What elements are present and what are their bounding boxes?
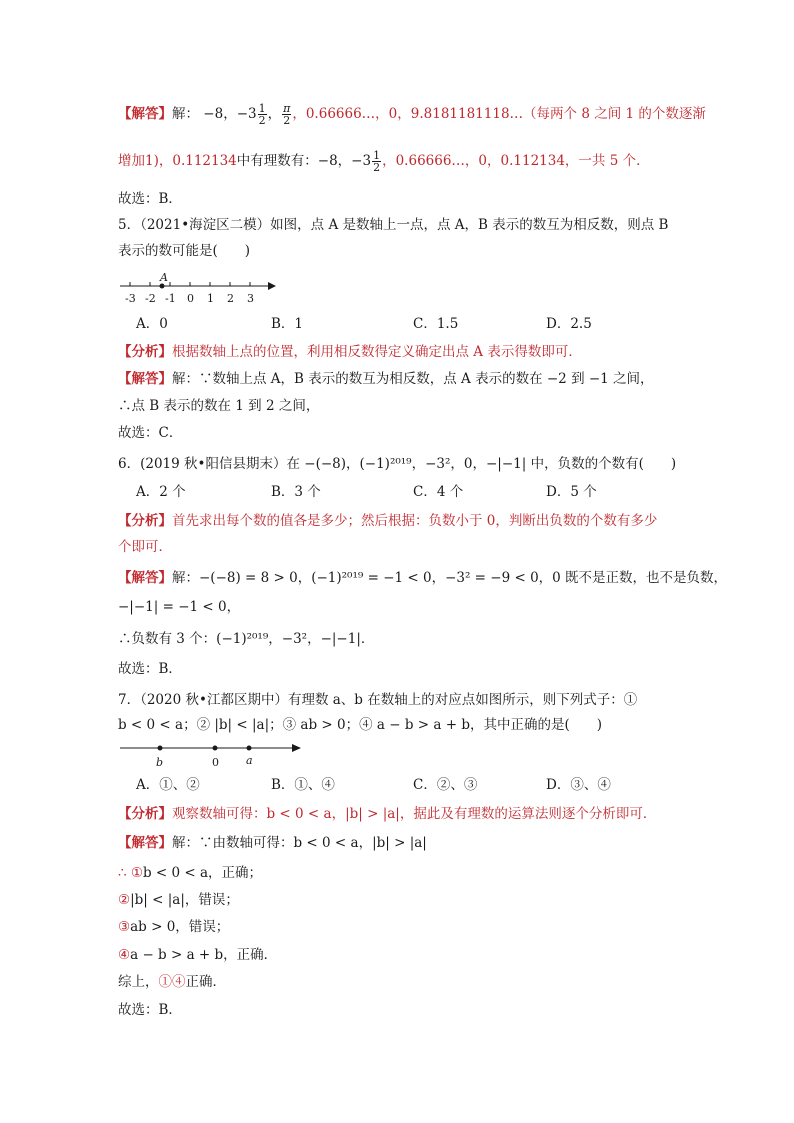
- q6-option-d: D．5 个: [546, 484, 597, 500]
- q6-analysis-line-1: 【分析】首先求出每个数的值各是多少；然后根据：负数小于 0，判断出负数的个数有多少: [118, 513, 658, 529]
- q6-option-a: A．2 个: [136, 484, 186, 500]
- point-a: [160, 284, 165, 289]
- q5-option-d: D．2.5: [546, 316, 592, 332]
- point-a: [247, 746, 252, 751]
- q7-option-a: A．①、②: [136, 777, 200, 793]
- q5-stem-line-2: 表示的数可能是( ): [118, 243, 251, 259]
- point-b-label: b: [156, 756, 164, 769]
- q7-analysis: 【分析】观察数轴可得：b < 0 < a，|b| > |a|，据此及有理数的运算法则逐个分析即可．: [118, 806, 657, 822]
- fraction: $\frac{1}{2}$: [373, 149, 381, 174]
- q5-number-line: [118, 268, 278, 308]
- q7-option-d: D．③、④: [546, 777, 611, 793]
- point-0: [213, 746, 218, 751]
- q7-stem-line-1: 7．（2020 秋•江都区期中）有理数 a、b 在数轴上的对应点如图所示，则下列式子：①: [118, 692, 638, 708]
- q6-option-c: C．4 个: [413, 484, 464, 500]
- answer-line-1: 【解答】解： −8，−3 $\frac{1}{2}$ ， $\frac{\pi}{2}$ ，0.66666…，0，9.8181181118…（每两个 8 之间 1 的个数逐渐: [118, 102, 706, 127]
- q5-option-a: A．0: [136, 316, 168, 332]
- q6-answer-line-2: −|−1| = −1 < 0，: [118, 599, 241, 615]
- tick-label: 1: [207, 292, 214, 305]
- q5-option-c: C．1.5: [413, 316, 459, 332]
- q5-analysis: 【分析】根据数轴上点的位置，利用相反数得定义确定出点 A 表示得数即可．: [118, 344, 582, 360]
- tick-label: 3: [247, 292, 254, 305]
- fraction: $\frac{1}{2}$: [258, 102, 266, 127]
- q6-choice: 故选：B．: [118, 661, 182, 677]
- q7-stem-line-2: b < 0 < a；② |b| < |a|；③ ab > 0；④ a − b > a + b，其中正确的是( ): [118, 717, 602, 733]
- q7-option-c: C．②、③: [413, 777, 478, 793]
- q6-stem: 6．(2019 秋•阳信县期末）在 −(−8)，(−1)²⁰¹⁹，−3²，0，−|−1| 中，负数的个数有( ): [118, 456, 677, 472]
- q6-answer-line-3: ∴负数有 3 个：(−1)²⁰¹⁹，−3²，−|−1|．: [118, 631, 375, 647]
- point-a-label: a: [246, 754, 253, 767]
- point-0-label: 0: [212, 756, 219, 769]
- q5-stem-line-1: 5．（2021•海淀区二模）如图，点 A 是数轴上一点，点 A，B 表示的数互为相反数，则点 B: [118, 217, 669, 233]
- tick-label: -1: [165, 292, 176, 305]
- answer-label: 【解答】: [118, 106, 172, 122]
- tick-label: 2: [227, 292, 234, 305]
- q6-answer-line-1: 【解答】解：−(−8) = 8 > 0，(−1)²⁰¹⁹ = −1 < 0，−3² = −9 < 0，0 既不是正数，也不是负数，: [118, 570, 728, 586]
- choice-line: 故选：B．: [118, 191, 182, 207]
- q7-step-2: ②|b| < |a|，错误；: [118, 892, 239, 908]
- tick-label: -2: [145, 292, 156, 305]
- point-b: [158, 746, 163, 751]
- q7-summary: 综上，①④正确．: [118, 974, 226, 990]
- q7-step-1: ∴ ①b < 0 < a，正确；: [118, 865, 263, 881]
- q5-choice: 故选：C．: [118, 425, 183, 441]
- q7-choice: 故选：B．: [118, 1002, 182, 1018]
- q6-analysis-line-2: 个即可．: [118, 539, 172, 555]
- tick-label: -3: [125, 292, 136, 305]
- q7-step-3: ③ab > 0，错误；: [118, 919, 230, 935]
- tick-label: 0: [187, 292, 194, 305]
- q7-answer-line-1: 【解答】解：∵由数轴可得：b < 0 < a，|b| > |a|: [118, 835, 427, 851]
- fraction: $\frac{\pi}{2}$: [283, 102, 291, 127]
- q5-answer-line-2: ∴点 B 表示的数在 1 到 2 之间，: [118, 398, 320, 414]
- point-a-label: A: [160, 271, 168, 284]
- answer-line-2: 增加1)，0.112134中有理数有：−8，−3 $\frac{1}{2}$ ，0.66666…，0，0.112134，一共 5 个．: [118, 149, 650, 174]
- q5-option-b: B．1: [271, 316, 304, 332]
- q6-option-b: B．3 个: [271, 484, 321, 500]
- q5-answer-line-1: 【解答】解：∵数轴上点 A，B 表示的数互为相反数，点 A 表示的数在 −2 到 −1 之间，: [118, 371, 654, 387]
- q7-number-line: [118, 738, 308, 772]
- q7-step-4: ④a − b > a + b，正确．: [118, 947, 278, 963]
- q7-option-b: B．①、④: [271, 777, 335, 793]
